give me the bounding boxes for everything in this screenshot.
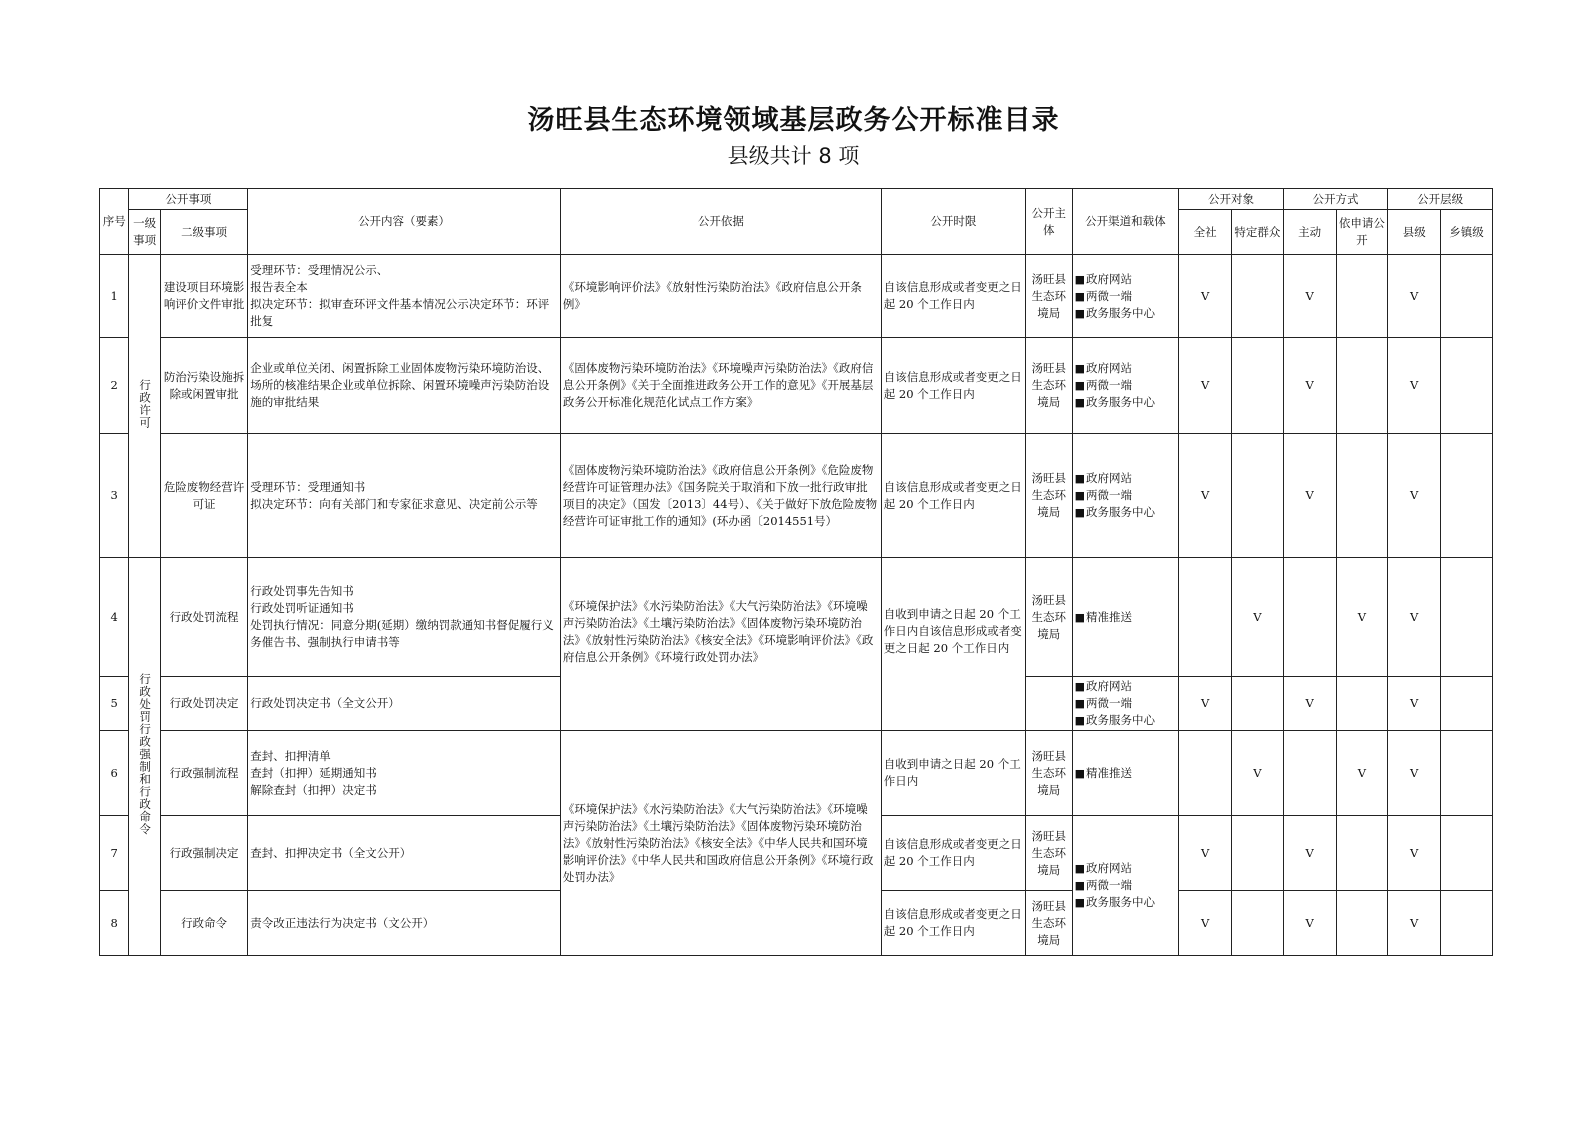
row-subject bbox=[1025, 677, 1072, 731]
row-item: 行政处罚决定 bbox=[160, 677, 247, 731]
header-level: 公开层级 bbox=[1388, 189, 1493, 210]
check-target-all: V bbox=[1179, 677, 1232, 731]
header-method-request: 依申请公开 bbox=[1336, 210, 1388, 255]
check-method-request: V bbox=[1336, 558, 1388, 677]
header-target-specific: 特定群众 bbox=[1232, 210, 1284, 255]
row-period: 自收到申请之日起 20 个工作日内 bbox=[881, 731, 1025, 816]
table-row bbox=[100, 731, 1493, 816]
check-target-all: V bbox=[1179, 338, 1232, 434]
catalog-table bbox=[99, 188, 1493, 956]
header-basis: 公开依据 bbox=[560, 189, 881, 255]
header-level2: 二级事项 bbox=[160, 210, 247, 255]
table-row bbox=[100, 434, 1493, 558]
row-no: 2 bbox=[100, 338, 129, 434]
header-target-all: 全社 bbox=[1179, 210, 1232, 255]
row-content: 受理环节：受理通知书 拟决定环节：向有关部门和专家征求意见、决定前公示等 bbox=[248, 434, 561, 558]
row-item: 行政强制流程 bbox=[160, 731, 247, 816]
check-level-town bbox=[1441, 434, 1493, 558]
row-channel: ■ 政府网站 ■ 两微一端 ■ 政务服务中心 bbox=[1072, 338, 1179, 434]
row-period: 自该信息形成或者变更之日起 20 个工作日内 bbox=[881, 434, 1025, 558]
row-subject: 汤旺县生态环境局 bbox=[1025, 558, 1072, 677]
check-level-town bbox=[1441, 816, 1493, 891]
check-target-specific bbox=[1232, 434, 1284, 558]
check-method-request bbox=[1336, 255, 1388, 338]
page-subtitle: 县级共计 8 项 bbox=[727, 144, 860, 168]
row-basis: 《环境影响评价法》《放射性污染防治法》《政府信息公开条例》 bbox=[560, 255, 881, 338]
check-method-active: V bbox=[1283, 677, 1336, 731]
check-method-active bbox=[1283, 558, 1336, 677]
row-no: 1 bbox=[100, 255, 129, 338]
header-level-town: 乡镇级 bbox=[1441, 210, 1493, 255]
check-target-all bbox=[1179, 558, 1232, 677]
check-level-town bbox=[1441, 338, 1493, 434]
row-item: 行政处罚流程 bbox=[160, 558, 247, 677]
header-no: 序号 bbox=[100, 189, 129, 255]
row-channel: ■ 精准推送 bbox=[1072, 731, 1179, 816]
header-level1: 一级事项 bbox=[129, 210, 160, 255]
row-item: 危险废物经营许可证 bbox=[160, 434, 247, 558]
row-channel: ■ 政府网站 ■ 两微一端 ■ 政务服务中心 bbox=[1072, 434, 1179, 558]
check-target-all bbox=[1179, 731, 1232, 816]
check-method-request: V bbox=[1336, 731, 1388, 816]
header-matter: 公开事项 bbox=[129, 189, 248, 210]
row-no: 7 bbox=[100, 816, 129, 891]
check-level-county: V bbox=[1388, 731, 1441, 816]
group-label: 行政许可 bbox=[129, 255, 160, 558]
table-row bbox=[100, 255, 1493, 338]
check-method-request bbox=[1336, 816, 1388, 891]
header-method-active: 主动 bbox=[1283, 210, 1336, 255]
row-no: 4 bbox=[100, 558, 129, 677]
header-method: 公开方式 bbox=[1283, 189, 1388, 210]
row-subject: 汤旺县生态环境局 bbox=[1025, 255, 1072, 338]
row-channel: ■ 政府网站 ■ 两微一端 ■ 政务服务中心 bbox=[1072, 816, 1179, 956]
check-level-county: V bbox=[1388, 434, 1441, 558]
check-level-town bbox=[1441, 677, 1493, 731]
check-level-town bbox=[1441, 731, 1493, 816]
row-channel: ■ 精准推送 bbox=[1072, 558, 1179, 677]
check-target-specific bbox=[1232, 816, 1284, 891]
row-subject: 汤旺县生态环境局 bbox=[1025, 891, 1072, 956]
table-row bbox=[100, 338, 1493, 434]
row-no: 5 bbox=[100, 677, 129, 731]
check-method-active: V bbox=[1283, 434, 1336, 558]
check-method-request bbox=[1336, 434, 1388, 558]
row-content: 责令改正违法行为决定书（文公开） bbox=[248, 891, 561, 956]
check-target-specific bbox=[1232, 338, 1284, 434]
check-target-specific: V bbox=[1232, 731, 1284, 816]
header-content: 公开内容（要素） bbox=[248, 189, 561, 255]
header-period: 公开时限 bbox=[881, 189, 1025, 255]
row-no: 3 bbox=[100, 434, 129, 558]
check-target-all: V bbox=[1179, 434, 1232, 558]
check-level-county: V bbox=[1388, 255, 1441, 338]
row-period: 自该信息形成或者变更之日起 20 个工作日内 bbox=[881, 891, 1025, 956]
check-target-specific bbox=[1232, 891, 1284, 956]
row-basis: 《固体废物污染环境防治法》《政府信息公开条例》《危险废物经营许可证管理办法》《国务院关于取消和下放一批行政审批项目的决定》（国发〔2013〕44号）、《关于做好下放危险废物经营许可证审批工作的通知》(环办函〔2014551号） bbox=[560, 434, 881, 558]
group-label: 行政处罚行政强制和行政命令 bbox=[129, 558, 160, 956]
header-target: 公开对象 bbox=[1179, 189, 1284, 210]
row-item: 行政强制决定 bbox=[160, 816, 247, 891]
row-item: 建设项目环境影响评价文件审批 bbox=[160, 255, 247, 338]
row-subject: 汤旺县生态环境局 bbox=[1025, 434, 1072, 558]
check-level-county: V bbox=[1388, 558, 1441, 677]
check-level-county: V bbox=[1388, 891, 1441, 956]
check-target-specific bbox=[1232, 677, 1284, 731]
check-target-all: V bbox=[1179, 255, 1232, 338]
check-method-active: V bbox=[1283, 255, 1336, 338]
row-content: 查封、扣押决定书（全文公开） bbox=[248, 816, 561, 891]
row-content: 企业或单位关闭、闲置拆除工业固体废物污染环境防治设、场所的核准结果企业或单位拆除、闲置环境噪声污染防治设施的审批结果 bbox=[248, 338, 561, 434]
check-target-specific: V bbox=[1232, 558, 1284, 677]
row-no: 8 bbox=[100, 891, 129, 956]
check-level-county: V bbox=[1388, 338, 1441, 434]
row-period: 自该信息形成或者变更之日起 20 个工作日内 bbox=[881, 255, 1025, 338]
row-content: 行政处罚事先告知书 行政处罚听证通知书 处罚执行情况：同意分期(延期）缴纳罚款通知书督促履行义务催告书、强制执行申请书等 bbox=[248, 558, 561, 677]
header-level-county: 县级 bbox=[1388, 210, 1441, 255]
header-subject: 公开主体 bbox=[1025, 189, 1072, 255]
check-method-active: V bbox=[1283, 816, 1336, 891]
row-subject: 汤旺县生态环境局 bbox=[1025, 338, 1072, 434]
row-no: 6 bbox=[100, 731, 129, 816]
row-item: 防治污染设施拆除或闲置审批 bbox=[160, 338, 247, 434]
check-method-active bbox=[1283, 731, 1336, 816]
row-channel: ■ 政府网站 ■ 两微一端 ■ 政务服务中心 bbox=[1072, 677, 1179, 731]
header-channel: 公开渠道和载体 bbox=[1072, 189, 1179, 255]
row-content: 受理环节：受理情况公示、 报告表全本 拟决定环节：拟审查环评文件基本情况公示决定环节：环评批复 bbox=[248, 255, 561, 338]
check-method-active: V bbox=[1283, 338, 1336, 434]
row-period: 自该信息形成或者变更之日起 20 个工作日内 bbox=[881, 338, 1025, 434]
check-method-request bbox=[1336, 891, 1388, 956]
check-target-specific bbox=[1232, 255, 1284, 338]
check-level-county: V bbox=[1388, 677, 1441, 731]
check-method-request bbox=[1336, 677, 1388, 731]
row-basis: 《环境保护法》《水污染防治法》《大气污染防治法》《环境噪声污染防治法》《土壤污染防治法》《固体废物污染环境防治法》《放射性污染防治法》《核安全法》《环境影响评价法》《政府信息公开条例》《环境行政处罚办法》 bbox=[560, 558, 881, 731]
check-level-town bbox=[1441, 558, 1493, 677]
header-row-1 bbox=[100, 189, 1493, 210]
row-period: 自收到申请之日起 20 个工作日内自该信息形成或者变更之日起 20 个工作日内 bbox=[881, 558, 1025, 731]
row-period: 自该信息形成或者变更之日起 20 个工作日内 bbox=[881, 816, 1025, 891]
row-subject: 汤旺县生态环境局 bbox=[1025, 731, 1072, 816]
row-content: 行政处罚决定书（全文公开） bbox=[248, 677, 561, 731]
row-basis: 《环境保护法》《水污染防治法》《大气污染防治法》《环境噪声污染防治法》《土壤污染防治法》《固体废物污染环境防治法》《放射性污染防治法》《核安全法》《中华人民共和国环境影响评价法》《中华人民共和国政府信息公开条例》《环境行政处罚办法》 bbox=[560, 731, 881, 956]
check-method-request bbox=[1336, 338, 1388, 434]
check-target-all: V bbox=[1179, 891, 1232, 956]
check-target-all: V bbox=[1179, 816, 1232, 891]
check-level-town bbox=[1441, 255, 1493, 338]
row-basis: 《固体废物污染环境防治法》《环境噪声污染防治法》《政府信息公开条例》《关于全面推进政务公开工作的意见》《开展基层政务公开标准化规范化试点工作方案》 bbox=[560, 338, 881, 434]
row-content: 查封、扣押清单 查封（扣押）延期通知书 解除查封（扣押）决定书 bbox=[248, 731, 561, 816]
row-channel: ■ 政府网站 ■ 两微一端 ■ 政务服务中心 bbox=[1072, 255, 1179, 338]
page-title: 汤旺县生态环境领域基层政务公开标准目录 bbox=[527, 105, 1060, 136]
check-method-active: V bbox=[1283, 891, 1336, 956]
check-level-county: V bbox=[1388, 816, 1441, 891]
check-level-town bbox=[1441, 891, 1493, 956]
row-subject: 汤旺县生态环境局 bbox=[1025, 816, 1072, 891]
table-row bbox=[100, 558, 1493, 677]
row-item: 行政命令 bbox=[160, 891, 247, 956]
